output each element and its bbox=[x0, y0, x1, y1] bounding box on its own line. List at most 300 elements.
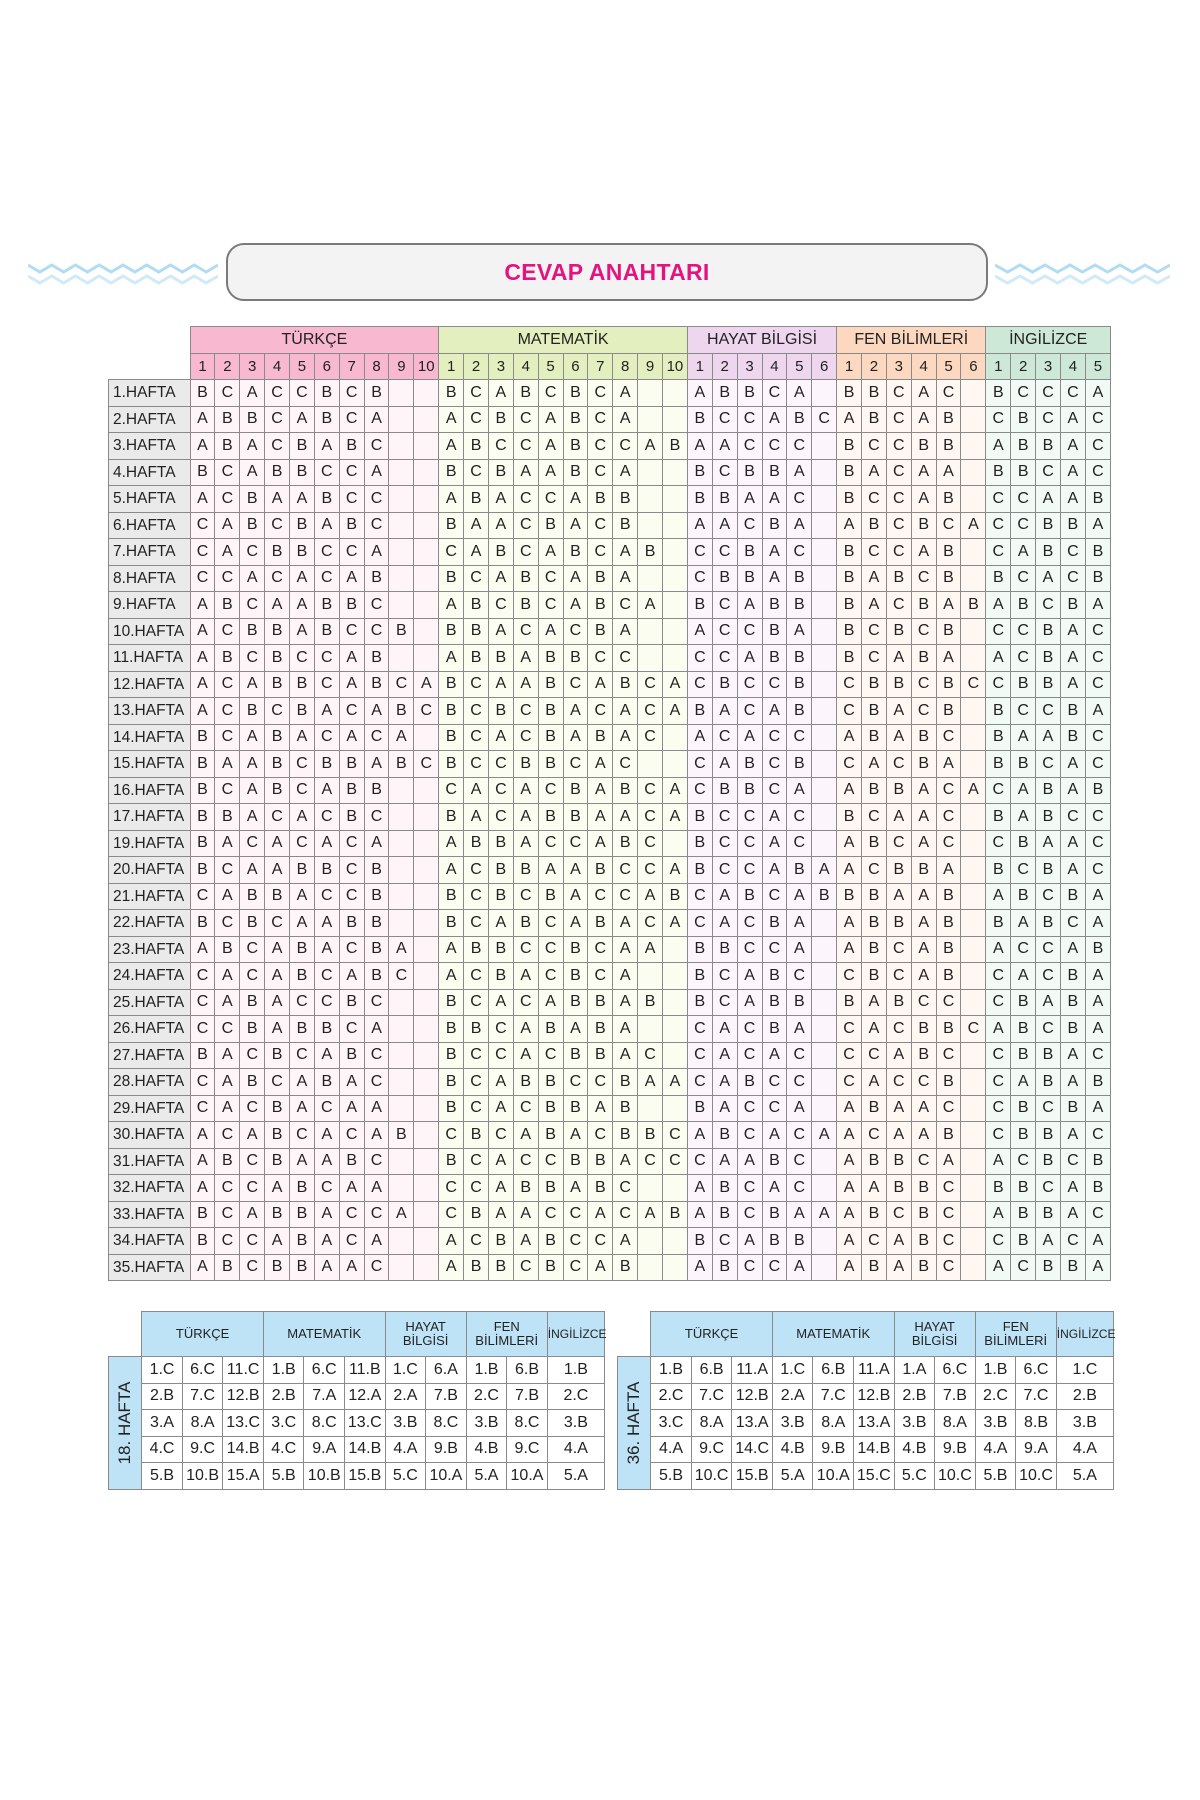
answer-cell: A bbox=[1060, 486, 1085, 513]
answer-cell bbox=[812, 645, 837, 672]
answer-cell bbox=[961, 1042, 986, 1069]
answer-cell bbox=[812, 565, 837, 592]
answer-cell: B bbox=[265, 724, 290, 751]
answer-cell: C bbox=[563, 671, 588, 698]
answer-cell: B bbox=[638, 539, 663, 566]
answer-cell: C bbox=[513, 1095, 538, 1122]
answer-cell bbox=[414, 1042, 439, 1069]
answer-cell: C bbox=[1060, 539, 1085, 566]
answer-cell: C bbox=[986, 963, 1011, 990]
answer-cell: C bbox=[1036, 963, 1061, 990]
answer-cell: B bbox=[339, 777, 364, 804]
answer-cell: A bbox=[488, 565, 513, 592]
answer-cell: B bbox=[936, 910, 961, 937]
answer-cell: C bbox=[190, 1016, 215, 1043]
answer-cell: C bbox=[762, 724, 787, 751]
answer-cell: B bbox=[886, 1175, 911, 1202]
answer-cell: A bbox=[314, 830, 339, 857]
answer-cell: A bbox=[563, 1122, 588, 1149]
answer-cell: A bbox=[265, 963, 290, 990]
answer-cell: A bbox=[1085, 1254, 1110, 1281]
answer-cell bbox=[961, 486, 986, 513]
weekly-answer-cell: 4.A bbox=[385, 1436, 426, 1463]
answer-cell: B bbox=[190, 1201, 215, 1228]
answer-cell: C bbox=[911, 989, 936, 1016]
answer-cell: A bbox=[712, 1069, 737, 1096]
answer-cell: C bbox=[588, 883, 613, 910]
answer-cell bbox=[961, 751, 986, 778]
weekly-answer-cell: 5.B bbox=[651, 1463, 692, 1490]
answer-cell bbox=[961, 1201, 986, 1228]
answer-cell bbox=[662, 751, 687, 778]
answer-cell: B bbox=[712, 380, 737, 407]
answer-cell: B bbox=[687, 963, 712, 990]
answer-cell bbox=[961, 1069, 986, 1096]
answer-cell: A bbox=[712, 883, 737, 910]
answer-cell: C bbox=[265, 804, 290, 831]
answer-cell: C bbox=[687, 565, 712, 592]
answer-cell: A bbox=[240, 1201, 265, 1228]
answer-cell: A bbox=[862, 592, 887, 619]
answer-cell: B bbox=[986, 724, 1011, 751]
weekly-answer-cell: 1.B bbox=[466, 1357, 507, 1384]
answer-cell bbox=[662, 592, 687, 619]
answer-cell bbox=[389, 1148, 414, 1175]
weekly-answer-cell: 14.B bbox=[223, 1436, 264, 1463]
weekly-answer-cell: 3.C bbox=[651, 1410, 692, 1437]
answer-cell: B bbox=[314, 857, 339, 884]
answer-cell: C bbox=[662, 1122, 687, 1149]
answer-cell: A bbox=[339, 565, 364, 592]
answer-cell: C bbox=[488, 751, 513, 778]
answer-cell: C bbox=[464, 698, 489, 725]
weekly-answer-cell: 8.A bbox=[935, 1410, 976, 1437]
answer-cell: C bbox=[240, 1254, 265, 1281]
answer-cell: B bbox=[862, 1095, 887, 1122]
answer-cell: C bbox=[837, 1016, 862, 1043]
weekly-answer-cell: 3.C bbox=[263, 1410, 304, 1437]
answer-cell: A bbox=[215, 1069, 240, 1096]
answer-cell: C bbox=[886, 1201, 911, 1228]
answer-cell: C bbox=[638, 804, 663, 831]
answer-cell: C bbox=[986, 1042, 1011, 1069]
table-row bbox=[109, 565, 1111, 592]
answer-cell: A bbox=[762, 830, 787, 857]
answer-cell: C bbox=[339, 830, 364, 857]
answer-cell: C bbox=[464, 1228, 489, 1255]
answer-cell: A bbox=[812, 857, 837, 884]
answer-cell: A bbox=[1036, 724, 1061, 751]
answer-cell: B bbox=[986, 910, 1011, 937]
week-label: 6.HAFTA bbox=[109, 512, 191, 539]
answer-cell bbox=[662, 936, 687, 963]
answer-cell: B bbox=[439, 1095, 464, 1122]
answer-cell bbox=[662, 963, 687, 990]
answer-cell: B bbox=[1060, 592, 1085, 619]
answer-cell: A bbox=[737, 963, 762, 990]
table-row bbox=[109, 883, 1111, 910]
answer-cell: C bbox=[1085, 751, 1110, 778]
answer-cell: C bbox=[737, 618, 762, 645]
answer-cell: B bbox=[712, 565, 737, 592]
answer-cell: A bbox=[364, 1122, 389, 1149]
answer-cell: A bbox=[662, 804, 687, 831]
answer-cell: B bbox=[837, 486, 862, 513]
answer-cell: B bbox=[563, 777, 588, 804]
answer-cell: C bbox=[588, 512, 613, 539]
answer-cell: B bbox=[687, 989, 712, 1016]
week-label: 10.HAFTA bbox=[109, 618, 191, 645]
answer-cell: A bbox=[513, 671, 538, 698]
answer-cell: B bbox=[364, 857, 389, 884]
answer-cell: C bbox=[538, 592, 563, 619]
answer-cell: A bbox=[1060, 1069, 1085, 1096]
answer-cell: A bbox=[240, 804, 265, 831]
answer-cell: B bbox=[737, 459, 762, 486]
answer-cell: B bbox=[513, 1069, 538, 1096]
weekly-answer-cell: 8.C bbox=[426, 1410, 467, 1437]
answer-cell: C bbox=[1011, 936, 1036, 963]
weekly-answer-cell: 9.C bbox=[507, 1436, 548, 1463]
answer-cell: C bbox=[364, 512, 389, 539]
answer-cell: B bbox=[563, 936, 588, 963]
weekly-answer-cell: 8.B bbox=[1016, 1410, 1057, 1437]
answer-cell: A bbox=[613, 1016, 638, 1043]
weekly-table-row bbox=[618, 1410, 1114, 1437]
answer-cell: B bbox=[936, 1016, 961, 1043]
answer-cell: B bbox=[588, 565, 613, 592]
weekly-subject-header: TÜRKÇE bbox=[142, 1312, 264, 1357]
subject-header: HAYAT BİLGİSİ bbox=[687, 327, 836, 354]
answer-cell: B bbox=[464, 618, 489, 645]
answer-cell: A bbox=[762, 698, 787, 725]
weekly-answer-cell: 1.B bbox=[651, 1357, 692, 1384]
answer-cell bbox=[812, 751, 837, 778]
answer-cell: A bbox=[190, 1122, 215, 1149]
weekly-table-row bbox=[109, 1436, 605, 1463]
answer-cell: B bbox=[737, 777, 762, 804]
answer-cell: B bbox=[513, 380, 538, 407]
answer-cell: C bbox=[1036, 380, 1061, 407]
answer-cell: B bbox=[339, 1042, 364, 1069]
answer-cell: A bbox=[1060, 1201, 1085, 1228]
answer-cell: A bbox=[290, 1095, 315, 1122]
answer-cell: C bbox=[464, 989, 489, 1016]
answer-cell: B bbox=[1085, 1148, 1110, 1175]
answer-cell: C bbox=[513, 618, 538, 645]
answer-cell: A bbox=[439, 592, 464, 619]
answer-cell: C bbox=[787, 830, 812, 857]
answer-cell: A bbox=[837, 910, 862, 937]
answer-cell: B bbox=[911, 1228, 936, 1255]
answer-cell: A bbox=[911, 883, 936, 910]
answer-cell: B bbox=[538, 1016, 563, 1043]
question-number: 7 bbox=[339, 354, 364, 380]
answer-cell: A bbox=[1036, 830, 1061, 857]
answer-cell: B bbox=[538, 883, 563, 910]
answer-cell: A bbox=[1036, 565, 1061, 592]
answer-cell: A bbox=[513, 963, 538, 990]
answer-cell: A bbox=[687, 512, 712, 539]
answer-cell: B bbox=[339, 433, 364, 460]
answer-cell: A bbox=[339, 1069, 364, 1096]
answer-cell: C bbox=[936, 1201, 961, 1228]
answer-cell: B bbox=[762, 1148, 787, 1175]
answer-cell: B bbox=[240, 1016, 265, 1043]
answer-cell: C bbox=[1011, 618, 1036, 645]
answer-cell: C bbox=[936, 1228, 961, 1255]
answer-cell: C bbox=[339, 380, 364, 407]
answer-cell: B bbox=[364, 671, 389, 698]
answer-cell bbox=[961, 1175, 986, 1202]
answer-cell: A bbox=[737, 724, 762, 751]
answer-cell: C bbox=[911, 671, 936, 698]
answer-cell bbox=[812, 618, 837, 645]
answer-cell: B bbox=[862, 883, 887, 910]
weekly-answer-cell: 8.C bbox=[507, 1410, 548, 1437]
answer-cell: A bbox=[588, 671, 613, 698]
answer-cell: A bbox=[787, 883, 812, 910]
answer-cell: B bbox=[290, 936, 315, 963]
answer-cell: B bbox=[687, 486, 712, 513]
answer-cell: C bbox=[215, 724, 240, 751]
weekly-answer-cell: 12.B bbox=[854, 1383, 895, 1410]
answer-cell: B bbox=[712, 1122, 737, 1149]
answer-cell: A bbox=[936, 645, 961, 672]
answer-cell: B bbox=[240, 406, 265, 433]
answer-cell: B bbox=[862, 380, 887, 407]
answer-cell bbox=[389, 804, 414, 831]
answer-cell: A bbox=[563, 512, 588, 539]
subject-header: FEN BİLİMLERİ bbox=[837, 327, 986, 354]
weekly-answer-cell: 3.B bbox=[1056, 1410, 1113, 1437]
answer-cell: A bbox=[488, 1201, 513, 1228]
answer-cell: A bbox=[837, 1175, 862, 1202]
answer-cell: A bbox=[762, 1042, 787, 1069]
answer-cell: C bbox=[1036, 1016, 1061, 1043]
answer-cell bbox=[662, 989, 687, 1016]
answer-cell bbox=[662, 565, 687, 592]
answer-cell: B bbox=[762, 1201, 787, 1228]
answer-cell: B bbox=[265, 459, 290, 486]
answer-cell: C bbox=[712, 857, 737, 884]
answer-cell: C bbox=[886, 406, 911, 433]
answer-cell: C bbox=[538, 936, 563, 963]
answer-cell: B bbox=[712, 777, 737, 804]
answer-cell bbox=[812, 698, 837, 725]
answer-cell: A bbox=[837, 1201, 862, 1228]
answer-cell: B bbox=[314, 1016, 339, 1043]
answer-cell: A bbox=[1011, 963, 1036, 990]
answer-cell: A bbox=[662, 698, 687, 725]
answer-cell: A bbox=[439, 936, 464, 963]
answer-cell: A bbox=[712, 751, 737, 778]
answer-cell: C bbox=[1036, 1095, 1061, 1122]
answer-cell: A bbox=[911, 539, 936, 566]
answer-cell: A bbox=[613, 1228, 638, 1255]
answer-cell: B bbox=[886, 989, 911, 1016]
answer-cell: B bbox=[787, 751, 812, 778]
answer-cell: C bbox=[762, 380, 787, 407]
answer-cell: B bbox=[389, 698, 414, 725]
answer-cell bbox=[961, 1095, 986, 1122]
answer-cell: A bbox=[563, 698, 588, 725]
weekly-answer-cell: 8.A bbox=[813, 1410, 854, 1437]
answer-cell: A bbox=[712, 1016, 737, 1043]
answer-cell: C bbox=[936, 1175, 961, 1202]
answer-cell bbox=[414, 883, 439, 910]
weekly-answer-cell: 3.A bbox=[142, 1410, 183, 1437]
answer-cell: C bbox=[513, 1148, 538, 1175]
answer-cell: C bbox=[339, 539, 364, 566]
answer-cell: C bbox=[190, 539, 215, 566]
answer-cell: A bbox=[265, 857, 290, 884]
answer-cell bbox=[812, 433, 837, 460]
answer-cell: C bbox=[787, 433, 812, 460]
answer-cell: A bbox=[936, 751, 961, 778]
answer-cell: A bbox=[1011, 724, 1036, 751]
weekly-answer-cell: 13.A bbox=[732, 1410, 773, 1437]
answer-cell: C bbox=[936, 989, 961, 1016]
weekly-answer-cell: 2.B bbox=[263, 1383, 304, 1410]
answer-cell: A bbox=[837, 1095, 862, 1122]
answer-cell: C bbox=[513, 724, 538, 751]
answer-cell: A bbox=[862, 459, 887, 486]
week-label: 27.HAFTA bbox=[109, 1042, 191, 1069]
answer-cell: A bbox=[712, 1095, 737, 1122]
answer-cell: C bbox=[712, 830, 737, 857]
weekly-subject-header: TÜRKÇE bbox=[651, 1312, 773, 1357]
answer-cell: B bbox=[936, 486, 961, 513]
answer-cell: C bbox=[986, 1228, 1011, 1255]
answer-cell: A bbox=[787, 1095, 812, 1122]
answer-cell: B bbox=[837, 645, 862, 672]
answer-cell: B bbox=[613, 830, 638, 857]
answer-cell: C bbox=[613, 433, 638, 460]
answer-cell bbox=[812, 1254, 837, 1281]
answer-cell: A bbox=[812, 1201, 837, 1228]
answer-cell: C bbox=[1036, 698, 1061, 725]
answer-cell: B bbox=[613, 777, 638, 804]
answer-cell: B bbox=[439, 1069, 464, 1096]
question-number: 5 bbox=[936, 354, 961, 380]
answer-cell: B bbox=[837, 804, 862, 831]
answer-cell: B bbox=[488, 857, 513, 884]
answer-cell bbox=[389, 565, 414, 592]
answer-cell: C bbox=[986, 671, 1011, 698]
answer-cell: C bbox=[687, 751, 712, 778]
answer-cell: B bbox=[513, 910, 538, 937]
answer-cell: A bbox=[215, 1042, 240, 1069]
answer-cell: A bbox=[613, 1042, 638, 1069]
weekly-subject-header: FEN BİLİMLERİ bbox=[975, 1312, 1056, 1357]
table-row bbox=[109, 1148, 1111, 1175]
answer-cell: C bbox=[986, 989, 1011, 1016]
answer-cell: B bbox=[936, 1069, 961, 1096]
answer-cell: C bbox=[265, 433, 290, 460]
question-number: 2 bbox=[712, 354, 737, 380]
answer-cell: A bbox=[662, 1069, 687, 1096]
answer-cell: A bbox=[1085, 1228, 1110, 1255]
answer-cell: B bbox=[712, 671, 737, 698]
answer-cell: B bbox=[1011, 1016, 1036, 1043]
question-number: 1 bbox=[439, 354, 464, 380]
answer-cell: A bbox=[314, 1228, 339, 1255]
answer-cell: B bbox=[1060, 724, 1085, 751]
weekly-table-row bbox=[618, 1436, 1114, 1463]
answer-cell: A bbox=[712, 698, 737, 725]
answer-cell bbox=[414, 539, 439, 566]
answer-cell: A bbox=[1011, 777, 1036, 804]
answer-cell: C bbox=[687, 1069, 712, 1096]
answer-cell: C bbox=[911, 1069, 936, 1096]
answer-cell: B bbox=[339, 1148, 364, 1175]
answer-cell: B bbox=[613, 486, 638, 513]
answer-cell: B bbox=[563, 804, 588, 831]
answer-cell: A bbox=[787, 459, 812, 486]
answer-cell: C bbox=[314, 883, 339, 910]
answer-cell: B bbox=[862, 777, 887, 804]
answer-cell: A bbox=[986, 1016, 1011, 1043]
answer-cell bbox=[389, 1069, 414, 1096]
answer-cell: C bbox=[314, 989, 339, 1016]
week-label: 26.HAFTA bbox=[109, 1016, 191, 1043]
answer-cell: C bbox=[538, 1042, 563, 1069]
answer-cell: C bbox=[215, 1175, 240, 1202]
wave-line-icon bbox=[995, 265, 1170, 272]
answer-cell: C bbox=[240, 830, 265, 857]
answer-cell: B bbox=[538, 698, 563, 725]
answer-cell bbox=[662, 724, 687, 751]
answer-cell: A bbox=[687, 1175, 712, 1202]
table-row bbox=[109, 804, 1111, 831]
answer-cell: C bbox=[687, 1042, 712, 1069]
answer-cell: A bbox=[439, 433, 464, 460]
answer-cell: B bbox=[1085, 777, 1110, 804]
answer-cell: C bbox=[488, 804, 513, 831]
answer-cell: B bbox=[265, 751, 290, 778]
weekly-answer-table-36 bbox=[617, 1311, 1114, 1490]
week-label: 11.HAFTA bbox=[109, 645, 191, 672]
answer-cell: B bbox=[439, 1016, 464, 1043]
answer-cell bbox=[961, 406, 986, 433]
answer-cell: B bbox=[762, 1016, 787, 1043]
weekly-answer-cell: 10.A bbox=[426, 1463, 467, 1490]
answer-cell: C bbox=[961, 1016, 986, 1043]
answer-cell: B bbox=[588, 857, 613, 884]
answer-cell bbox=[961, 1148, 986, 1175]
answer-cell: B bbox=[1085, 1069, 1110, 1096]
answer-cell: B bbox=[687, 830, 712, 857]
answer-cell: C bbox=[464, 1095, 489, 1122]
question-number: 2 bbox=[862, 354, 887, 380]
weekly-answer-cell: 2.B bbox=[142, 1383, 183, 1410]
answer-cell: A bbox=[1060, 671, 1085, 698]
answer-cell bbox=[812, 380, 837, 407]
answer-cell: A bbox=[911, 936, 936, 963]
answer-cell: B bbox=[265, 1201, 290, 1228]
answer-cell: B bbox=[911, 592, 936, 619]
answer-cell: A bbox=[265, 592, 290, 619]
answer-cell: A bbox=[488, 671, 513, 698]
answer-cell: C bbox=[215, 1201, 240, 1228]
answer-cell: B bbox=[215, 1148, 240, 1175]
answer-cell bbox=[961, 539, 986, 566]
answer-cell: B bbox=[1011, 883, 1036, 910]
answer-cell: A bbox=[936, 592, 961, 619]
answer-cell: A bbox=[787, 1254, 812, 1281]
question-number: 2 bbox=[1011, 354, 1036, 380]
